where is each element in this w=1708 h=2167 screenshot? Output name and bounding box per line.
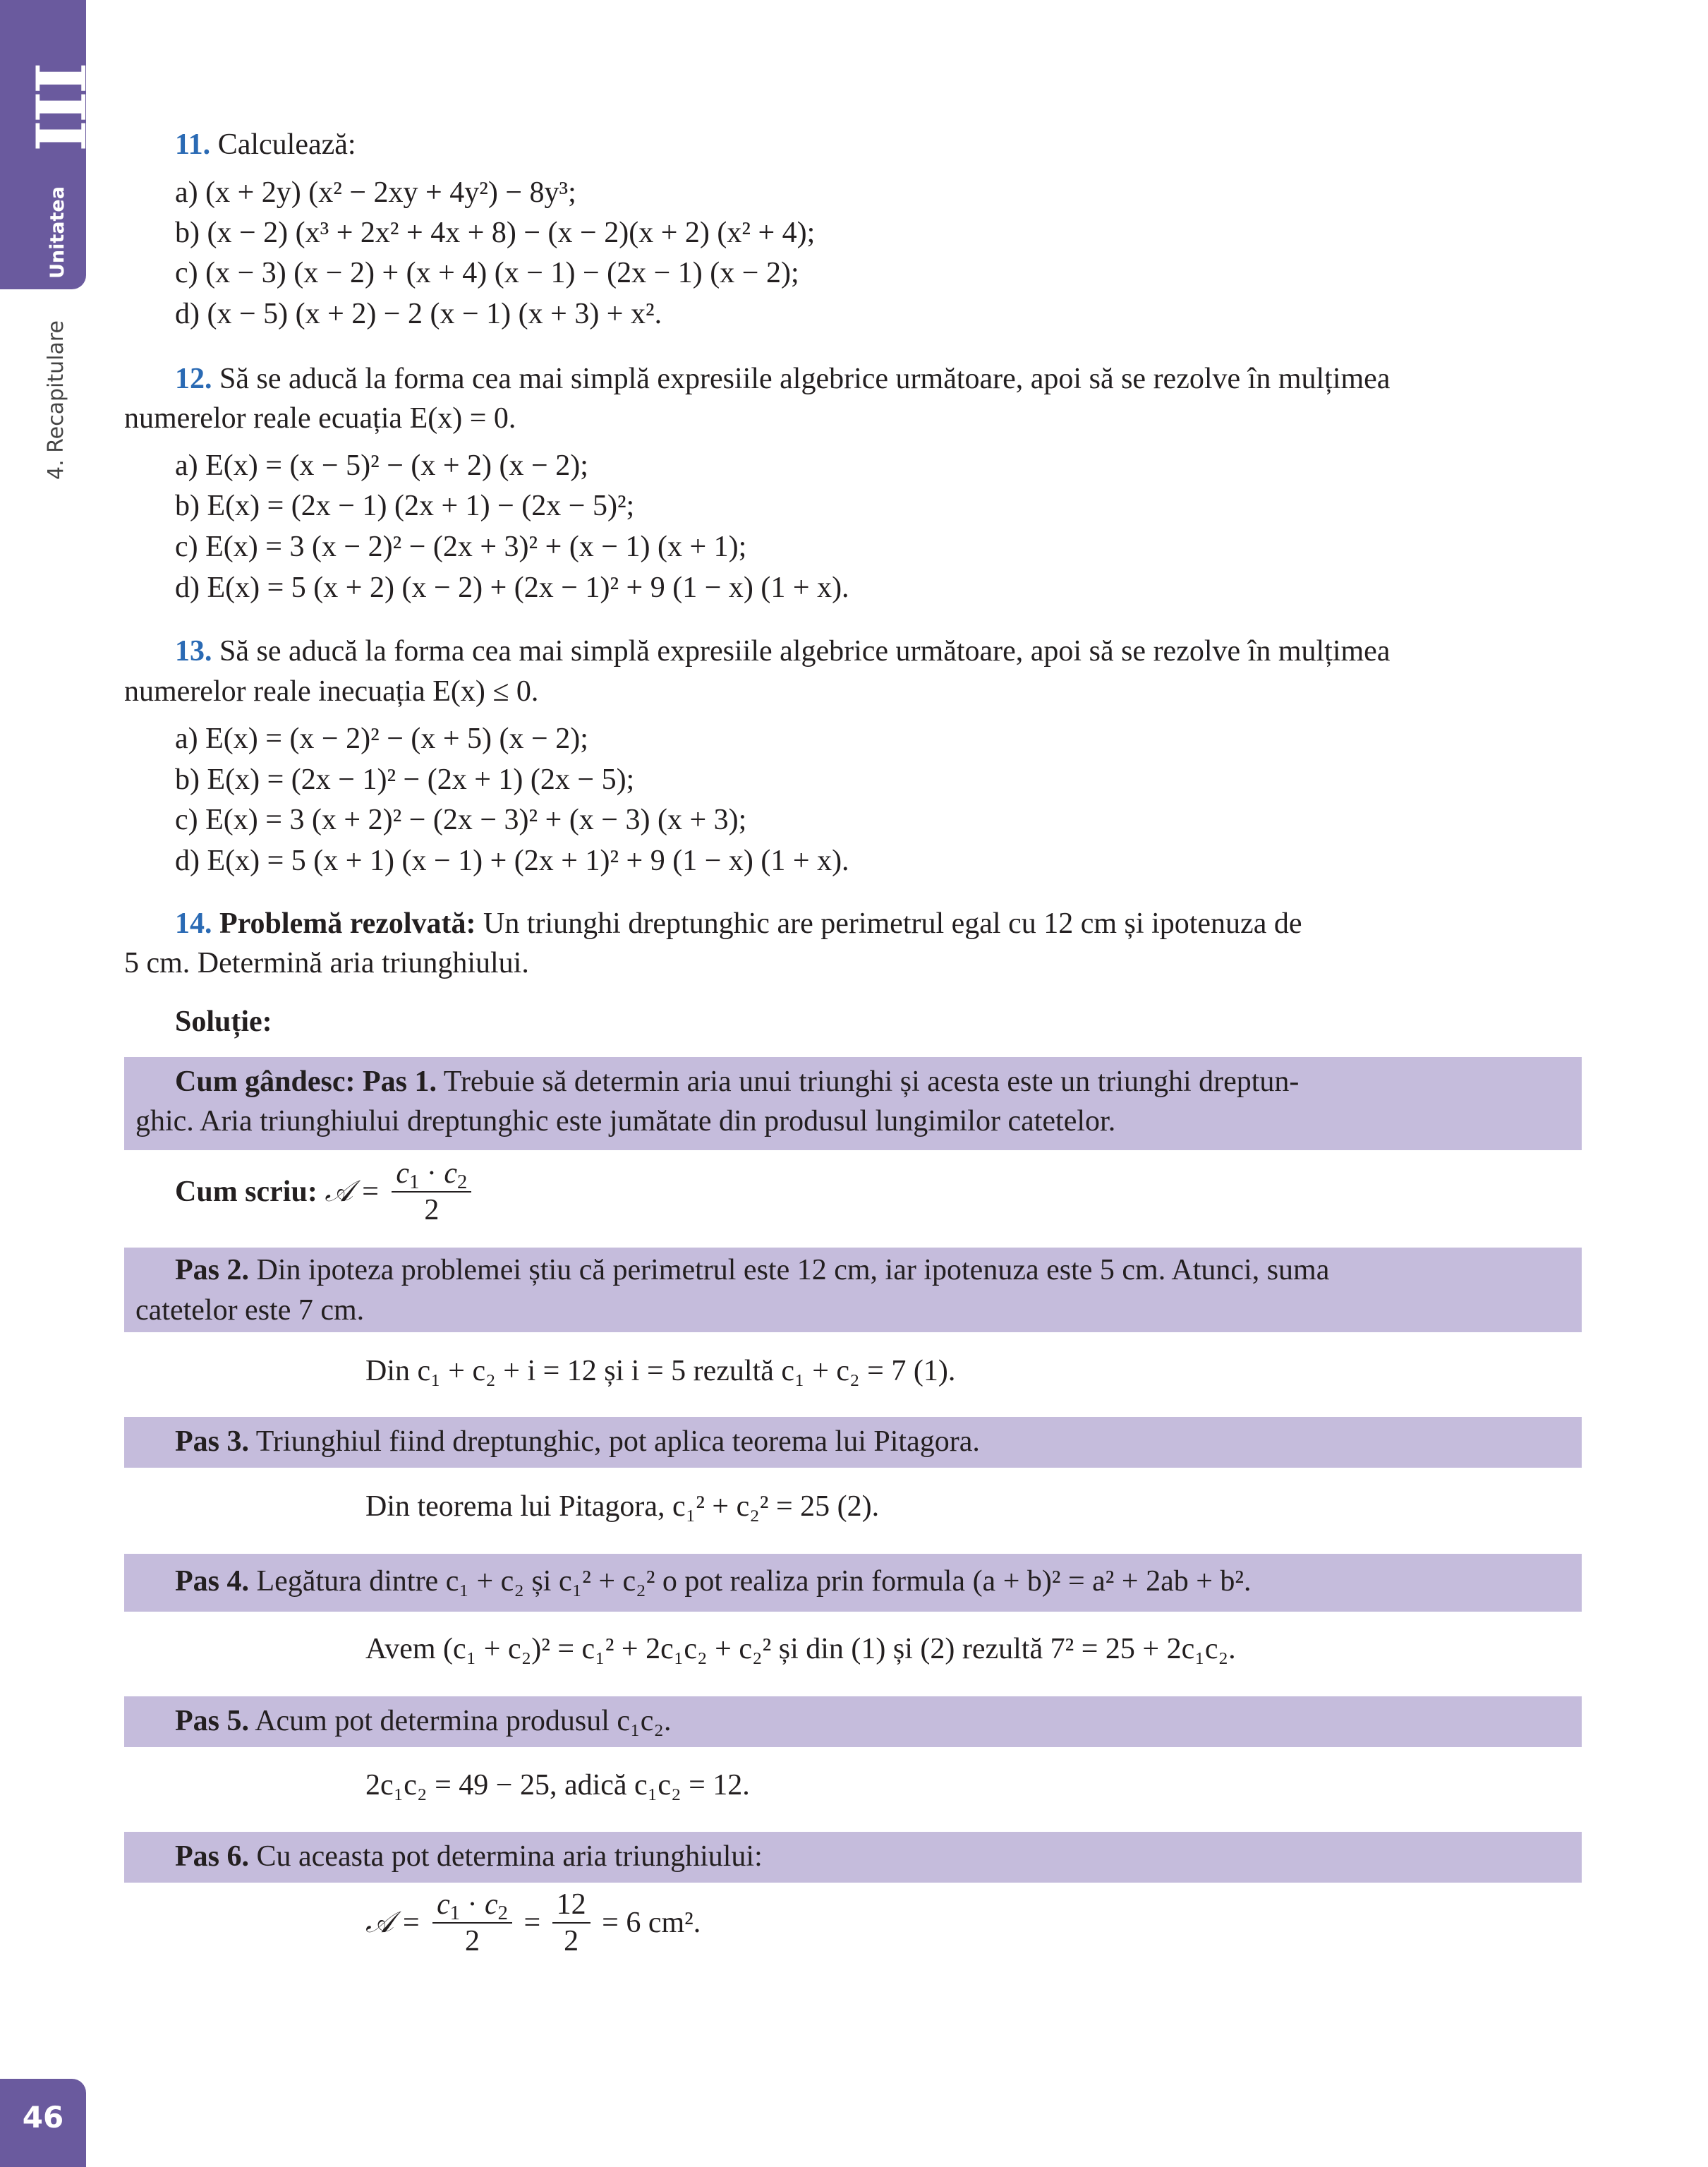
step5-label: Pas 5. [175,1705,249,1737]
step2-label: Pas 2. [175,1254,249,1286]
unit-numeral: III [22,65,102,152]
ex11-item-a: a) (x + 2y) (x² − 2xy + 4y²) − 8y³; [175,176,576,209]
step5-text: Acum pot determina produsul c₁c₂. [255,1705,672,1737]
area-final: = 6 cm². [602,1907,701,1940]
step5-line [175,1703,671,1739]
ex13-item-a: a) E(x) = (x − 2)² − (x + 5) (x − 2); [175,723,588,755]
step1-label: Cum gândesc: Pas 1. [175,1066,437,1098]
area-fraction-c1c2: $\frac{c_1 \cdot c_2}{2}$ [432,1888,512,1957]
ex12-item-c: c) E(x) = 3 (x − 2)² − (2x + 3)² + (x − 1) (x + 1); [175,531,747,563]
step3-result: Din teorema lui Pitagora, c₁² + c₂² = 25 (2). [365,1490,880,1523]
exercise-number: 14. [175,907,212,940]
solution-label [175,1004,272,1039]
step4-label: Pas 4. [175,1565,249,1598]
ex13-statement-line1 [175,634,1390,669]
ex13-item-d: d) E(x) = 5 (x + 1) (x − 1) + (2x + 1)² + 9 (1 − x) (1 + x). [175,845,849,877]
solution-label-text: Soluție: [175,1006,272,1038]
exercise-number: 12. [175,363,212,395]
ex11-item-d: d) (x − 5) (x + 2) − 2 (x − 1) (x + 3) + x². [175,298,662,330]
area-result: 𝒜 = $\frac{c_1 \cdot c_2}{2}$ = $\frac{12}{2}$ = 6 cm². [365,1888,701,1958]
ex11-heading [175,127,356,162]
ex14-text2: 5 cm. Determină aria triunghiului. [124,947,529,979]
step2-result: Din c₁ + c₂ + i = 12 și i = 5 rezultă c₁ + c₂ = 7 (1). [365,1355,956,1387]
ex13-text1: Să se aducă la forma cea mai simplă expresiile algebrice următoare, apoi să se rezolve în mulțimea [219,635,1391,668]
ex14-text1: Un triunghi dreptunghic are perimetrul egal cu 12 cm și ipotenuza de [483,907,1302,940]
ex14-statement-line1 [175,906,1302,941]
step3-line [175,1424,980,1459]
ex14-heading: Problemă rezolvată: [219,907,476,940]
area-fraction: $\frac{c_1 \cdot c_2}{2}$ [392,1157,471,1226]
step2-text1: Din ipoteza problemei știu că perimetrul este 12 cm, iar ipotenuza este 5 cm. Atunci, suma [256,1254,1330,1286]
chapter-label: 4. Recapitulare [44,320,68,480]
step1-text1: Trebuie să determin aria unui triunghi și acesta este un triunghi dreptun- [443,1066,1300,1098]
area-fraction-12: $\frac{12}{2}$ [552,1888,590,1957]
ex12-item-d: d) E(x) = 5 (x + 2) (x − 2) + (2x − 1)² + 9 (1 − x) (1 + x). [175,572,849,604]
step4-line [175,1564,1252,1599]
page-number: 46 [0,2079,86,2167]
ex11-item-b: b) (x − 2) (x³ + 2x² + 4x + 8) − (x − 2)(x + 2) (x² + 4); [175,217,816,249]
ex12-item-b: b) E(x) = (2x − 1) (2x + 1) − (2x − 5)²; [175,490,635,522]
step3-text: Triunghiul fiind dreptunghic, pot aplica teorema lui Pitagora. [255,1425,980,1458]
write-formula: Cum scriu: 𝒜 = $\frac{c_1 \cdot c_2}{2}$ [175,1157,476,1226]
step4-text: Legătura dintre c₁ + c₂ și c₁² + c₂² o pot realiza prin formula (a + b)² = a² + 2ab + b². [256,1565,1252,1598]
step1-line1 [175,1064,1299,1099]
step5-result: 2c₁c₂ = 49 − 25, adică c₁c₂ = 12. [365,1769,750,1801]
step6-label: Pas 6. [175,1840,249,1873]
step3-label: Pas 3. [175,1425,249,1458]
ex12-text1: Să se aducă la forma cea mai simplă expresiile algebrice următoare, apoi să se rezolve în mulțimea [219,363,1391,395]
step2-line1 [175,1252,1329,1288]
step4-result: Avem (c₁ + c₂)² = c₁² + 2c₁c₂ + c₂² și din (1) și (2) rezultă 7² = 25 + 2c₁c₂. [365,1633,1236,1665]
exercise-number: 11. [175,128,211,161]
ex13-item-c: c) E(x) = 3 (x + 2)² − (2x − 3)² + (x − 3) (x + 3); [175,804,747,836]
ex11-title: Calculează: [217,128,356,161]
write-label: Cum scriu: [175,1176,317,1209]
ex12-text2: numerelor reale ecuația E(x) = 0. [124,402,516,435]
ex11-item-c: c) (x − 3) (x − 2) + (x + 4) (x − 1) − (2x − 1) (x − 2); [175,257,799,289]
ex12-item-a: a) E(x) = (x − 5)² − (x + 2) (x − 2); [175,449,588,482]
ex13-item-b: b) E(x) = (2x − 1)² − (2x + 1) (2x − 5); [175,763,635,796]
step6-line [175,1839,763,1874]
step6-text: Cu aceasta pot determina aria triunghiului: [256,1840,763,1873]
exercise-number: 13. [175,635,212,668]
ex12-statement-line1 [175,361,1390,397]
unit-label: Unitatea [47,186,68,279]
step1-text2: ghic. Aria triunghiului dreptunghic este jumătate din produsul lungimilor catetelor. [135,1105,1116,1137]
unit-tab [0,0,102,289]
step2-text2: catetelor este 7 cm. [135,1294,365,1327]
ex13-text2: numerelor reale inecuația E(x) ≤ 0. [124,675,539,708]
